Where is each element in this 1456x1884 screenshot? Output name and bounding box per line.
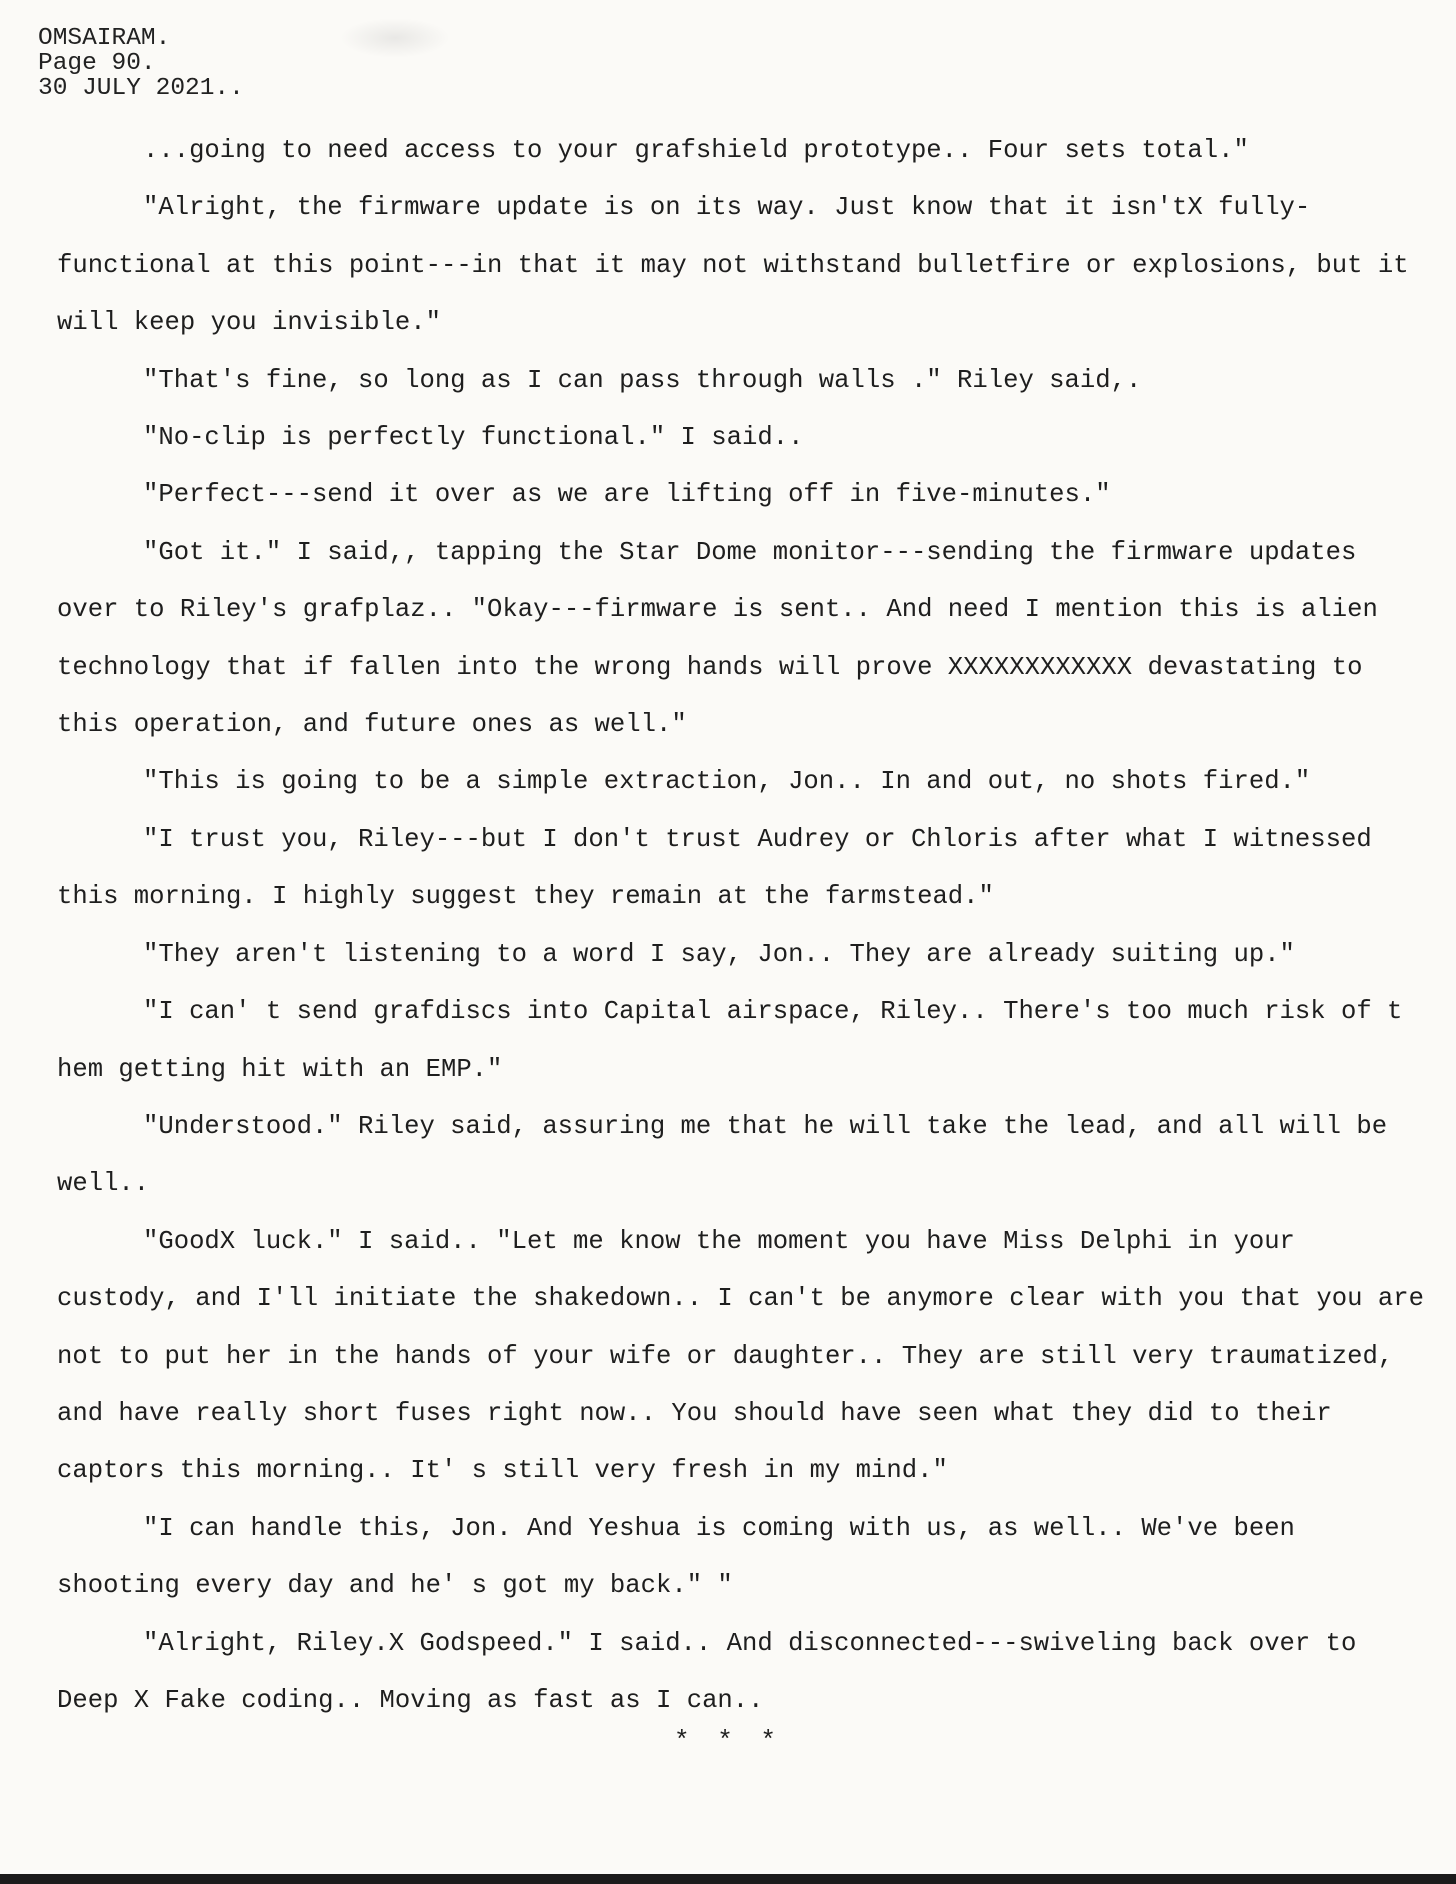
- paragraph: "This is going to be a simple extraction, Jon.. In and out, no shots fired.": [143, 767, 1311, 797]
- paragraph: "That's fine, so long as I can pass through walls ." Riley said,.: [143, 365, 1142, 395]
- paragraph: "I can handle this, Jon. And Yeshua is coming with us, as well.. We've been shooting every day and he' s got my back." ": [57, 1513, 1295, 1601]
- header-title: OMSAIRAM.: [38, 25, 171, 52]
- paragraph: "They aren't listening to a word I say, Jon.. They are already suiting up.": [143, 939, 1295, 969]
- ink-smudge: [340, 18, 450, 58]
- section-separator: * * *: [673, 1726, 782, 1756]
- paragraph: "GoodX luck." I said.. "Let me know the moment you have Miss Delphi in your custody, and I'll initiate the shakedown.. I can't be anymore clear with you that you are not to put her in the hands of your wife or daughter.. They are still very traumatized, and have really short fuses right now.. You should have seen what they did to their captors this morning.. It' s still very fresh in my mind.": [57, 1226, 1424, 1486]
- paragraph: "Understood." Riley said, assuring me that he will take the lead, and all will be well..: [57, 1111, 1388, 1199]
- manuscript-body: [57, 122, 1427, 1729]
- page-date: 30 JULY 2021..: [38, 75, 244, 102]
- paragraph: "Perfect---send it over as we are lifting off in five-minutes.": [143, 480, 1111, 510]
- paragraph: ...going to need access to your grafshield prototype.. Four sets total.": [143, 136, 1249, 165]
- paragraph: "I can' t send grafdiscs into Capital airspace, Riley.. There's too much risk of t hem getting hit with an EMP.": [57, 997, 1403, 1084]
- scan-bottom-edge: [0, 1874, 1456, 1884]
- paragraph: "Got it." I said,, tapping the Star Dome monitor---sending the firmware updates over to Riley's grafplaz.. "Okay---firmware is sent.. And need I mention this is alien technology that if fallen into the wrong hands will prove XXXXXXXXXXXX devastating to this operation, and future ones as well.": [57, 537, 1378, 740]
- page-number: Page 90.: [38, 50, 156, 77]
- paragraph: "Alright, Riley.X Godspeed." I said.. And disconnected---swiveling back over to Deep X Fake coding.. Moving as fast as I can..: [57, 1628, 1357, 1715]
- paragraph: "Alright, the firmware update is on its way. Just know that it isn'tX fully-functional at this point---in that it may not withstand bulletfire or explosions, but it will keep you invisible.": [57, 193, 1409, 338]
- paragraph: "No-clip is perfectly functional." I said..: [143, 423, 804, 453]
- page-header: [38, 26, 244, 101]
- paragraph: "I trust you, Riley---but I don't trust Audrey or Chloris after what I witnessed this morning. I highly suggest they remain at the farmstead.": [57, 824, 1372, 912]
